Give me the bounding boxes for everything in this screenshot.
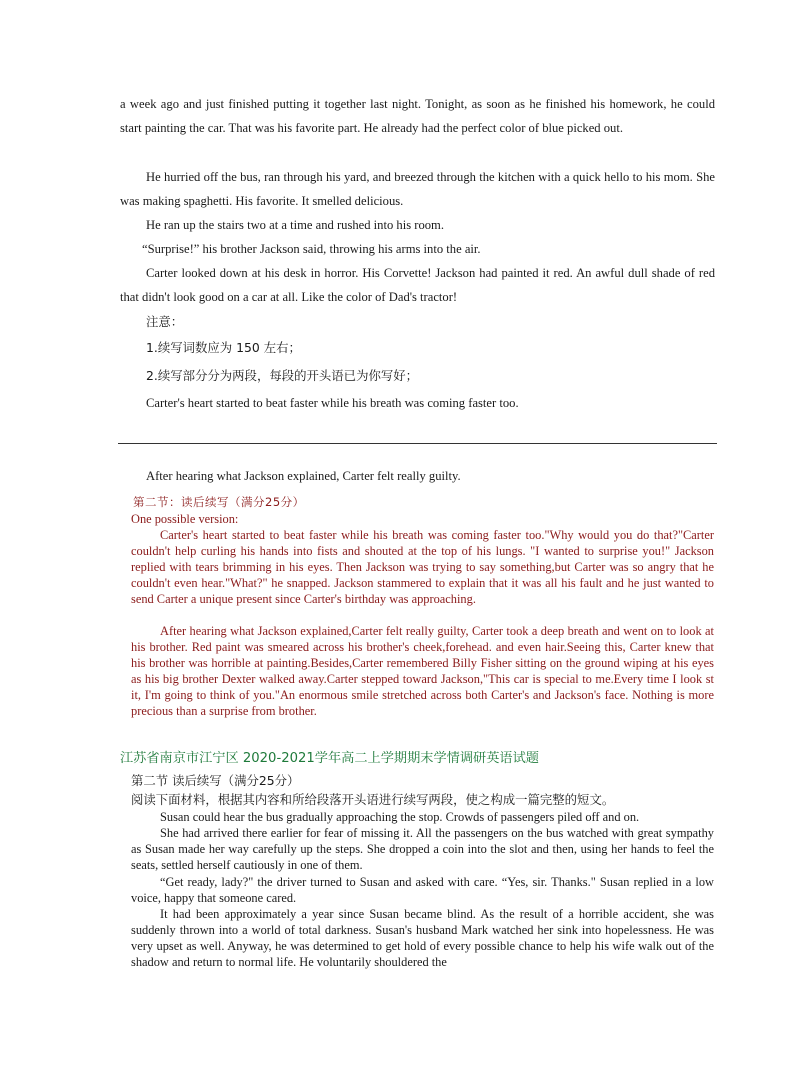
writing-line-divider [118,443,717,444]
story-paragraph-2: She had arrived there earlier for fear of missing it. All the passengers on the bus watched with great sympathy as Susan made her way carefully up the steps. She dropped a coin into the slot and then, using her hands to feel the seats, settled herself cautiously in one of them. [131,826,714,872]
notes-item-1: 1.续写词数应为 150 左右； [146,340,301,355]
story-paragraph-4: It had been approximately a year since Susan became blind. As the result of a horrible accident, she was suddenly thrown into a world of total darkness. Susan's husband Mark watched her sink into hopelessness. He was very upset as well. Anyway, he was determined to get hold of every possible chance to help his wife walk out of the shadow and return to normal life. He voluntarily shouldered the [131,907,714,969]
answer-paragraph-2: After hearing what Jackson explained,Carter felt really guilty, Carter took a deep breath and went on to look at his brother. Red paint was smeared across his brother's cheek,forehead. and even hair.Seeing this, Carter knew that his brother was horrible at painting.Besides,Carter remembered Billy Fisher sitting on the ground wiping at his eyes as his big brother Dexter walked away.Carter stepped toward Jackson,"This car is special to me.Every time I look st it, I'm going to think of you."An enormous smile stretched across both Carter's and Jackson's face. Nothing is more precious than a surprise from brother. [131,624,714,718]
answer-subheading: One possible version: [131,512,239,526]
passage-paragraph-5: Carter looked down at his desk in horror. His Corvette! Jackson had painted it red. An awful dull shade of red that didn't look good on a car at all. Like the color of Dad's tractor! [120,266,715,304]
story-paragraph-1: Susan could hear the bus gradually approaching the stop. Crowds of passengers piled off and on. [160,810,640,824]
passage-paragraph-1: a week ago and just finished putting it together last night. Tonight, as soon as he finished his homework, he could start painting the car. That was his favorite part. He already had the perfect color of blue picked out. [120,97,715,135]
passage-paragraph-3: He ran up the stairs two at a time and rushed into his room. [146,218,444,232]
section-title: 第二节 读后续写（满分25分） [131,773,300,788]
story-paragraph-3: “Get ready, lady?" the driver turned to Susan and asked with care. “Yes, sir. Thanks." Susan replied in a low voice, happy that someone cared. [131,875,714,905]
paragraph-opening-2: After hearing what Jackson explained, Carter felt really guilty. [146,469,461,483]
paragraph-opening-1: Carter's heart started to beat faster while his breath was coming faster too. [146,396,519,410]
passage-paragraph-4: “Surprise!” his brother Jackson said, throwing his arms into the air. [142,242,481,256]
answer-paragraph-1: Carter's heart started to beat faster while his breath was coming faster too."Why would you do that?"Carter couldn't help curling his hands into fists and shouted at the top of his lungs. "I wanted to surprise you!" Jackson replied with tears brimming in his eyes. Then Jackson was trying to say something,but Carter was so angry that he couldn't even hear."What?" he snapped. Jackson stammered to explain that it was all his fault and he just wanted to send Carter a unique present since Carter's birthday was approaching. [131,528,714,606]
exam-title: 江苏省南京市江宁区 2020-2021学年高二上学期期末学情调研英语试题 [120,751,539,767]
section-instruction: 阅读下面材料，根据其内容和所给段落开头语进行续写两段，使之构成一篇完整的短文。 [131,792,615,807]
notes-label: 注意： [146,314,184,329]
answer-heading: 第二节：读后续写（满分25分） [133,495,305,509]
notes-item-2: 2.续写部分分为两段，每段的开头语已为你写好； [146,368,419,383]
passage-paragraph-2: He hurried off the bus, ran through his yard, and breezed through the kitchen with a quick hello to his mom. She was making spaghetti. His favorite. It smelled delicious. [120,170,715,208]
